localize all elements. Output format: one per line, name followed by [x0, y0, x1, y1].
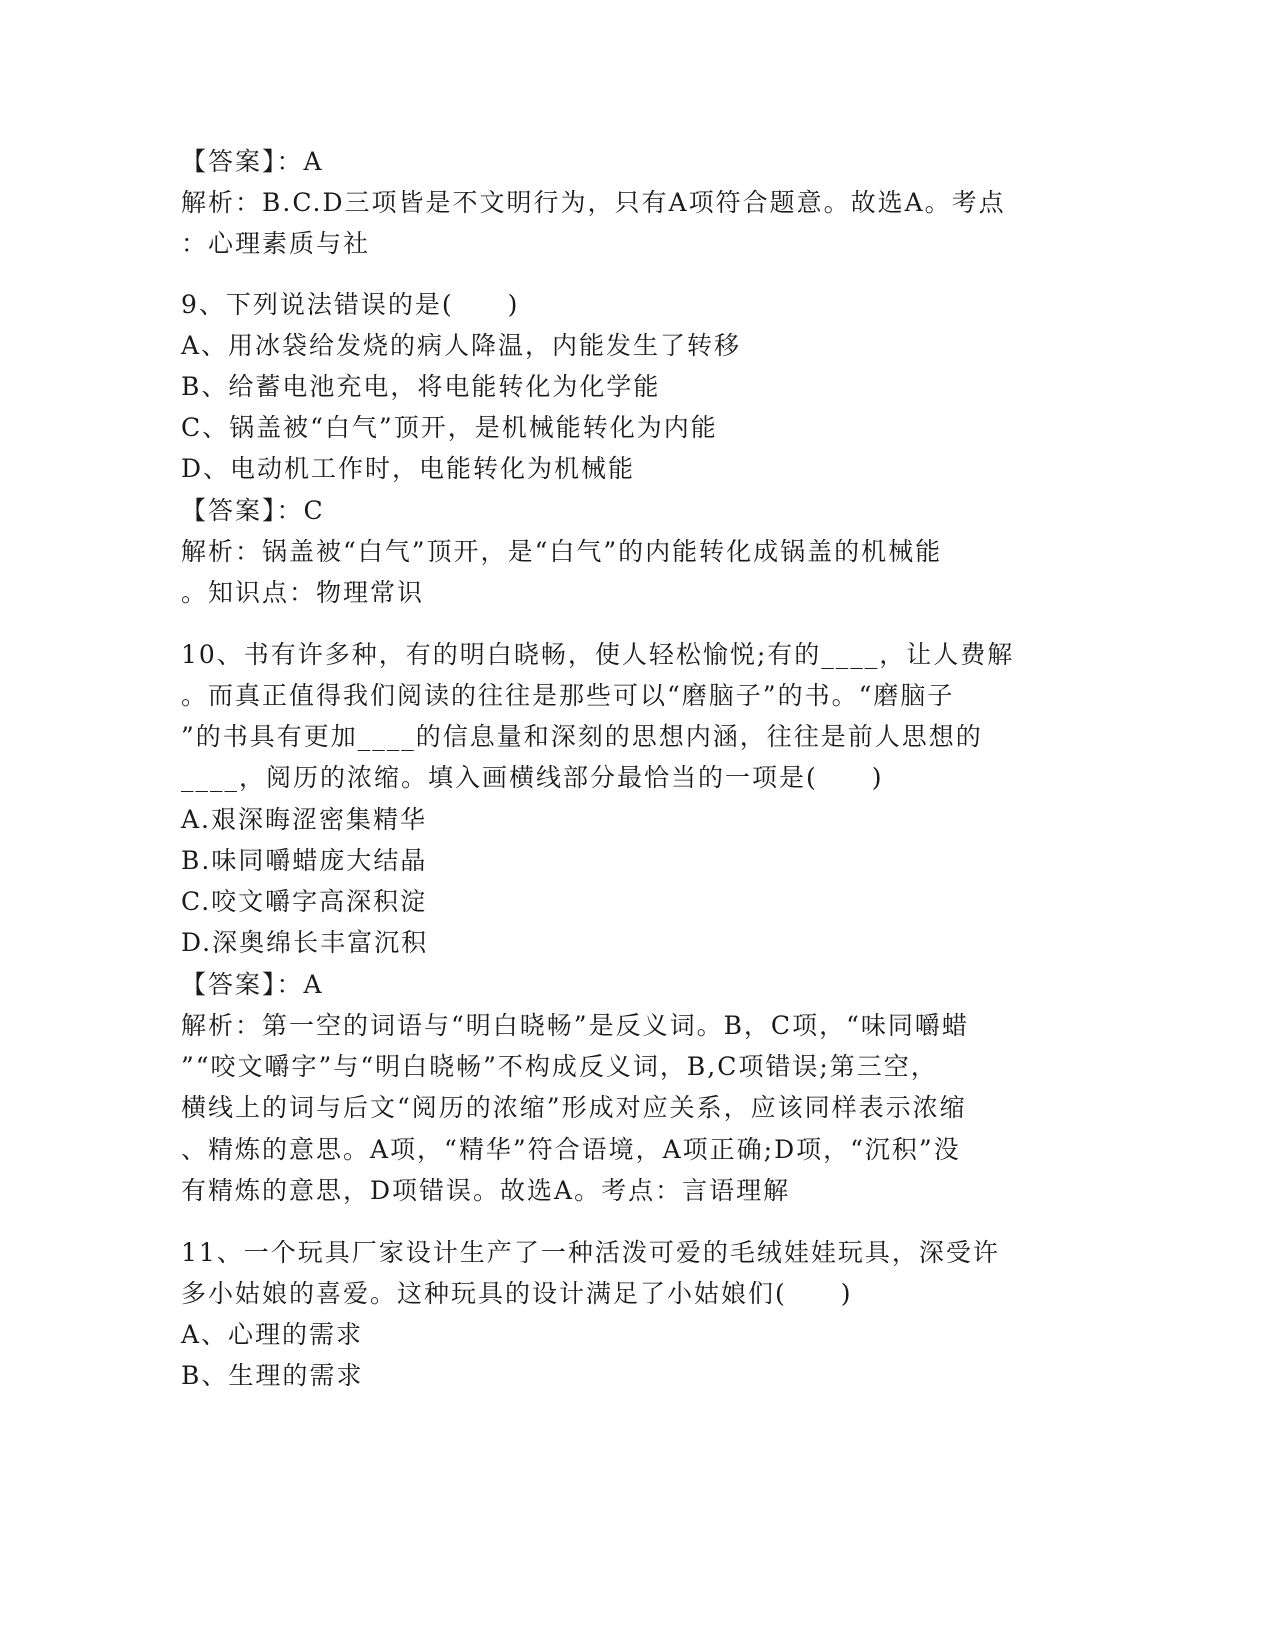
q10-stem-line-3: ”的书具有更加____的信息量和深刻的思想内涵，往往是前人思想的: [181, 722, 983, 751]
q11-stem-line-1: 11、一个玩具厂家设计生产了一种活泼可爱的毛绒娃娃玩具，深受许: [181, 1238, 1000, 1267]
q9-stem: 9、下列说法错误的是( ): [181, 290, 520, 319]
q10-analysis-line-2: ”“咬文嚼字”与“明白晓畅”不构成反义词，B,C项错误;第三空，: [181, 1052, 938, 1081]
q10-stem-line-1: 10、书有许多种，有的明白晓畅，使人轻松愉悦;有的____，让人费解: [181, 640, 1015, 669]
q8-analysis-line-1: 解析：B.C.D三项皆是不文明行为，只有A项符合题意。故选A。考点: [181, 188, 1006, 217]
q11-stem-line-2: 多小姑娘的喜爱。这种玩具的设计满足了小姑娘们( ): [181, 1279, 853, 1308]
q9-option-a: A、用冰袋给发烧的病人降温，内能发生了转移: [181, 331, 742, 360]
q9-option-c: C、锅盖被“白气”顶开，是机械能转化为内能: [181, 413, 718, 442]
q10-option-d: D.深奥绵长丰富沉积: [181, 928, 429, 957]
q10-stem-line-4: ____，阅历的浓缩。填入画横线部分最恰当的一项是( ): [181, 763, 884, 792]
q10-answer: 【答案】：A: [181, 970, 324, 999]
q11-option-b: B、生理的需求: [181, 1361, 364, 1390]
q10-analysis-line-1: 解析：第一空的词语与“明白晓畅”是反义词。B，C项，“味同嚼蜡: [181, 1011, 969, 1040]
q9-option-b: B、给蓄电池充电，将电能转化为化学能: [181, 372, 661, 401]
q9-answer: 【答案】：C: [181, 496, 325, 525]
q10-option-a: A.艰深晦涩密集精华: [181, 805, 428, 834]
q9-option-d: D、电动机工作时，电能转化为机械能: [181, 454, 636, 483]
q10-option-b: B.味同嚼蜡庞大结晶: [181, 846, 428, 875]
q11-option-a: A、心理的需求: [181, 1320, 364, 1349]
q10-analysis-line-4: 、精炼的意思。A项，“精华”符合语境，A项正确;D项，“沉积”没: [181, 1135, 961, 1164]
q8-answer: 【答案】：A: [181, 147, 324, 176]
q8-analysis-line-2: ：心理素质与社: [181, 229, 371, 258]
q10-analysis-line-3: 横线上的词与后文“阅历的浓缩”形成对应关系，应该同样表示浓缩: [181, 1093, 967, 1122]
q10-analysis-line-5: 有精炼的意思，D项错误。故选A。考点：言语理解: [181, 1176, 791, 1205]
q9-analysis-line-1: 解析：锅盖被“白气”顶开，是“白气”的内能转化成锅盖的机械能: [181, 537, 943, 566]
q10-option-c: C.咬文嚼字高深积淀: [181, 887, 428, 916]
q10-stem-line-2: 。而真正值得我们阅读的往往是那些可以“磨脑子”的书。“磨脑子: [181, 681, 955, 710]
q9-analysis-line-2: 。知识点：物理常识: [181, 578, 425, 607]
